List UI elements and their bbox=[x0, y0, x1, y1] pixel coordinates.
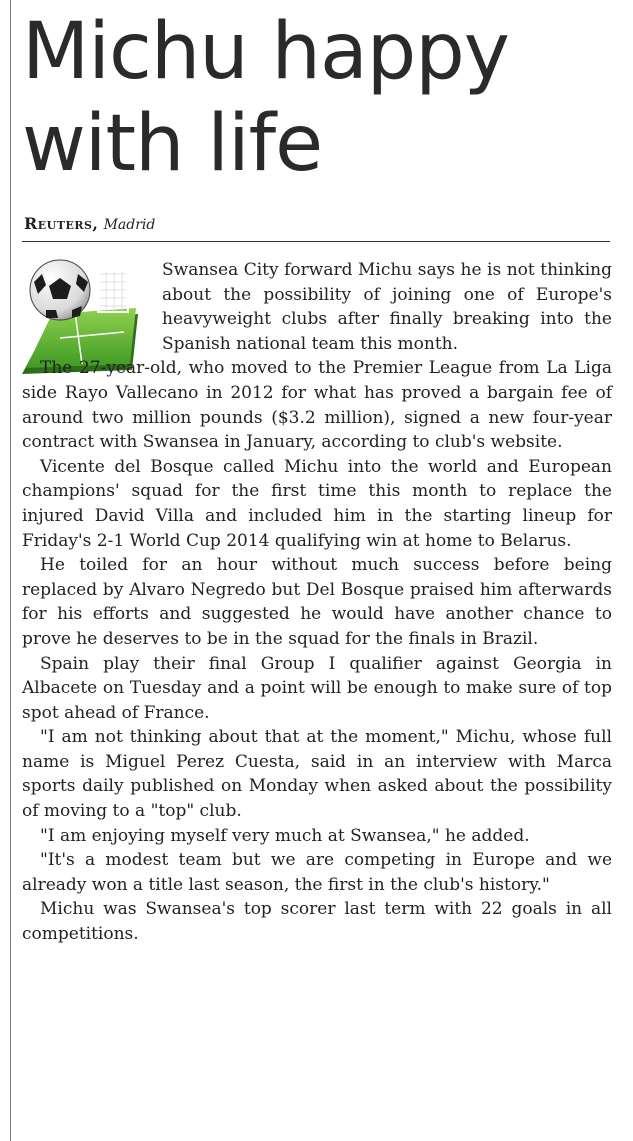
paragraph: "I am enjoying myself very much at Swansea," he added. bbox=[40, 825, 530, 846]
byline-agency: Reuters, bbox=[24, 214, 99, 233]
paragraph: Spain play their final Group I qualifier against Georgia in Albacete on Tuesday and a point will be enough to make sure of top spot ahead of France. bbox=[22, 653, 612, 723]
paragraph: "I am not thinking about that at the moment," Michu, whose full name is Miguel Perez Cuesta, said in an interview with Marca sports daily published on Monday when asked about the possibility of moving to a "top" club. bbox=[22, 727, 612, 822]
byline bbox=[24, 214, 155, 233]
article-body bbox=[22, 258, 612, 947]
paragraph: "It's a modest team but we are competing in Europe and we already won a title last season, the first in the club's history." bbox=[22, 850, 612, 895]
byline-rule bbox=[22, 241, 610, 242]
paragraph: The 27-year-old, who moved to the Premier League from La Liga side Rayo Vallecano in 2012 for what has proved a bargain fee of around two million pounds ($3.2 million), signed a new four-year contract with Swansea in January, according to club's website. bbox=[22, 358, 612, 453]
paragraph: Vicente del Bosque called Michu into the world and European champions' squad for the first time this month to replace the injured David Villa and included him in the starting lineup for Friday's 2-1 World Cup 2014 qualifying win at home to Belarus. bbox=[22, 456, 612, 551]
byline-city: Madrid bbox=[103, 217, 156, 233]
paragraph: Swansea City forward Michu says he is not thinking about the possibility of joining one of Europe's heavyweight clubs after finally breaking into the Spanish national team this month. bbox=[162, 260, 612, 354]
paragraph: Michu was Swansea's top scorer last term with 22 goals in all competitions. bbox=[22, 899, 612, 945]
paragraph: He toiled for an hour without much success before being replaced by Alvaro Negredo but Del Bosque praised him afterwards for his efforts and suggested he would have another chance to prove he deserves to be in the squad for the finals in Brazil. bbox=[22, 555, 612, 649]
headline: Michu happy with life bbox=[22, 7, 509, 189]
column-divider bbox=[10, 0, 11, 1141]
